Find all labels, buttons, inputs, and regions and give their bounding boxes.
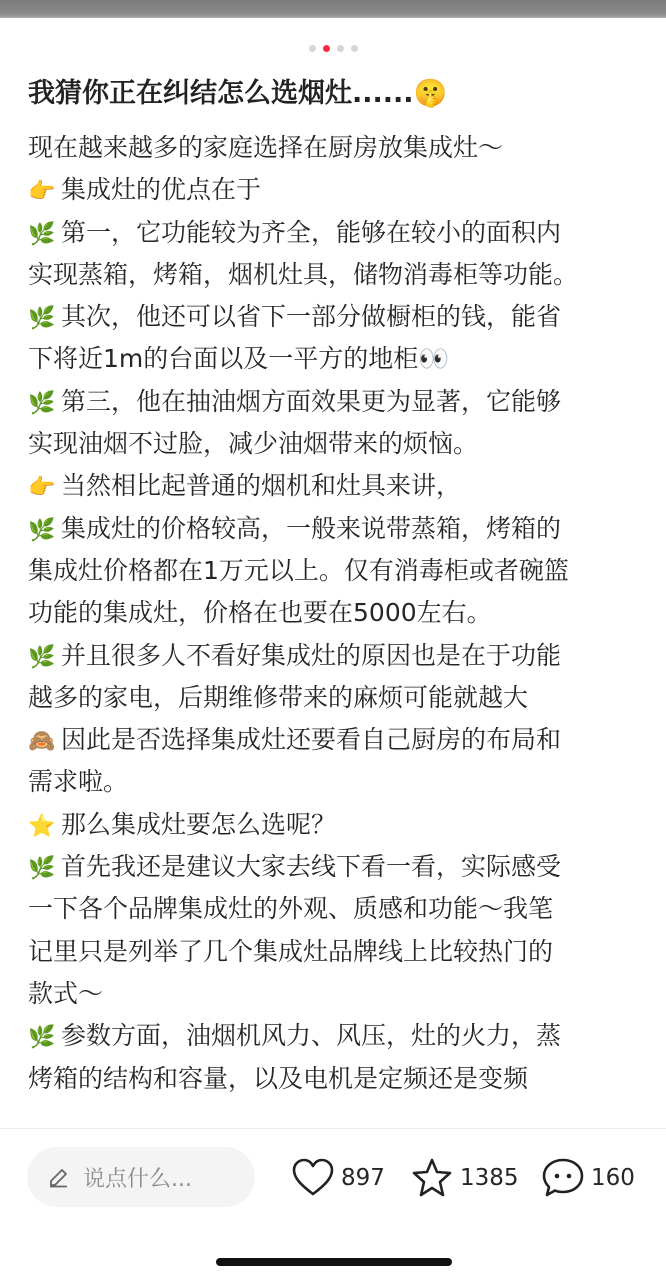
- line-emoji-icon: 🌿: [28, 856, 56, 882]
- post-line: [28, 1015, 640, 1057]
- line-text: 一下各个品牌集成灶的外观、质感和功能～我笔: [28, 894, 554, 924]
- post-line: [28, 465, 640, 507]
- line-text: 因此是否选择集成灶还要看自己厨房的布局和: [61, 725, 562, 755]
- post-image-edge[interactable]: [0, 0, 666, 28]
- post-line: [28, 761, 640, 803]
- post-line: [28, 846, 640, 888]
- comment-count: 160: [591, 1165, 635, 1191]
- post-line: [28, 254, 640, 296]
- like-button[interactable]: [291, 1152, 385, 1204]
- line-text: 集成灶的优点在于: [61, 175, 262, 205]
- line-emoji-icon: 🌿: [28, 644, 56, 670]
- line-text: 首先我还是建议大家去线下看一看，实际感受: [61, 852, 562, 882]
- chat-bubble-icon: [541, 1156, 585, 1200]
- post-line: [28, 212, 640, 254]
- carousel-dot-active: [323, 45, 330, 52]
- line-text: 实现蒸箱，烤箱，烟机灶具，储物消毒柜等功能。: [28, 259, 579, 289]
- collect-count: 1385: [460, 1165, 519, 1191]
- comment-input[interactable]: [27, 1147, 255, 1207]
- like-count: 897: [341, 1165, 385, 1191]
- line-text: 需求啦。: [28, 767, 129, 797]
- line-emoji-icon: 🌿: [28, 306, 56, 332]
- post-line: [28, 592, 640, 634]
- carousel-indicator: [0, 42, 666, 54]
- post-line: [28, 804, 640, 846]
- post-line: [28, 550, 640, 592]
- line-text: 参数方面，油烟机风力、风压，灶的火力，蒸: [61, 1021, 562, 1051]
- line-text: 并且很多人不看好集成灶的原因也是在于功能: [61, 640, 562, 670]
- post-line: [28, 169, 640, 211]
- line-emoji-icon: 🌿: [28, 517, 56, 543]
- line-text: 集成灶价格都在1万元以上。仅有消毒柜或者碗篮: [28, 555, 569, 585]
- line-emoji-icon: ⭐: [28, 813, 56, 839]
- post-line: [28, 719, 640, 761]
- post-line: [28, 677, 640, 719]
- post-line: [28, 931, 640, 973]
- line-emoji-icon: 🙈: [28, 729, 56, 755]
- line-text: 功能的集成灶，价格在也要在5000左右。: [28, 598, 492, 628]
- home-indicator[interactable]: [216, 1258, 452, 1266]
- line-text: 款式～: [28, 978, 104, 1008]
- collect-button[interactable]: [410, 1152, 519, 1204]
- post-line: [28, 508, 640, 550]
- line-text: 第三，他在抽油烟方面效果更为显著，它能够: [61, 386, 562, 416]
- comment-button[interactable]: [541, 1152, 635, 1204]
- line-emoji-icon: 🌿: [28, 221, 56, 247]
- line-emoji-icon: 🌿: [28, 1025, 56, 1051]
- post-line: [28, 635, 640, 677]
- post-line: [28, 381, 640, 423]
- line-emoji-icon: 👉: [28, 179, 56, 205]
- pencil-icon: [47, 1165, 71, 1189]
- star-icon: [410, 1156, 454, 1200]
- post-line: [28, 423, 640, 465]
- line-text: 下将近1m的台面以及一平方的地柜👀: [28, 344, 450, 374]
- carousel-dot: [351, 45, 358, 52]
- post-line: [28, 338, 640, 380]
- comment-placeholder: 说点什么...: [83, 1166, 192, 1192]
- post-line: [28, 296, 640, 338]
- line-text: 实现油烟不过脸，减少油烟带来的烦恼。: [28, 429, 479, 459]
- heart-icon: [291, 1156, 335, 1200]
- post-line: [28, 1058, 640, 1100]
- post-body: [28, 127, 640, 1127]
- post-line: [28, 973, 640, 1015]
- line-text: 其次，他还可以省下一部分做橱柜的钱，能省: [61, 302, 562, 332]
- post-line: [28, 888, 640, 930]
- line-text: 当然相比起普通的烟机和灶具来讲，: [61, 471, 462, 501]
- line-text: 那么集成灶要怎么选呢？: [61, 809, 337, 839]
- carousel-dot: [337, 45, 344, 52]
- post-title: 我猜你正在纠结怎么选烟灶......🤫: [28, 78, 448, 109]
- line-text: 集成灶的价格较高，一般来说带蒸箱，烤箱的: [61, 513, 562, 543]
- line-emoji-icon: 👉: [28, 475, 56, 501]
- carousel-dot: [309, 45, 316, 52]
- line-emoji-icon: 🌿: [28, 390, 56, 416]
- line-text: 第一，它功能较为齐全，能够在较小的面积内: [61, 217, 562, 247]
- line-text: 记里只是列举了几个集成灶品牌线上比较热门的: [28, 936, 554, 966]
- line-text: 现在越来越多的家庭选择在厨房放集成灶～: [28, 133, 504, 162]
- divider: [0, 1128, 666, 1129]
- line-text: 烤箱的结构和容量，以及电机是定频还是变频: [28, 1063, 529, 1093]
- post-line: [28, 127, 640, 169]
- line-text: 越多的家电，后期维修带来的麻烦可能就越大: [28, 682, 529, 712]
